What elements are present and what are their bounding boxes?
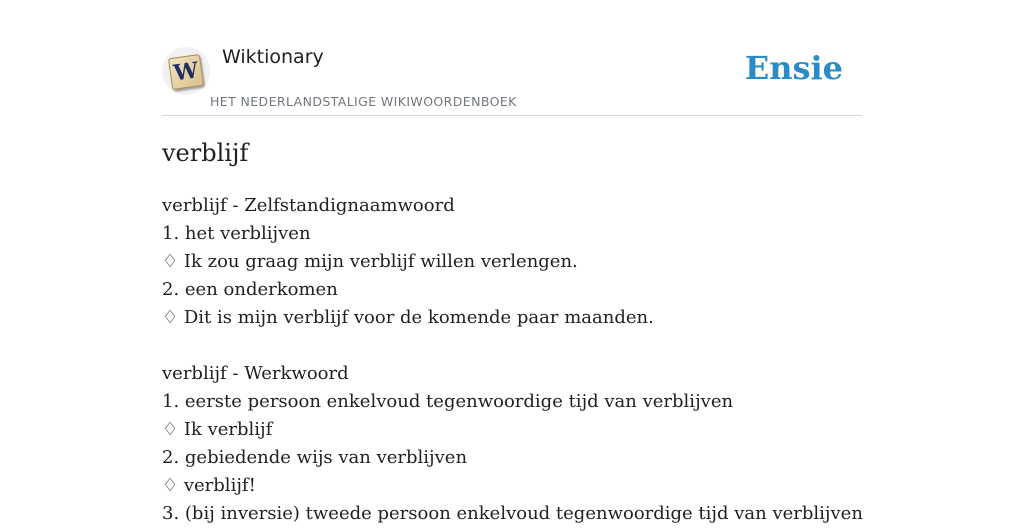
definition-line: 2. een onderkomen — [162, 279, 338, 300]
example-line: ♢ Dit is mijn verblijf voor de komende paar maanden. — [162, 307, 654, 328]
example-line: ♢ Ik verblijf — [162, 419, 273, 440]
section-heading: verblijf - Werkwoord — [162, 363, 349, 384]
example-line: ♢ Ik zou graag mijn verblijf willen verlengen. — [162, 251, 578, 272]
example-line: ♢ verblijf! — [162, 475, 256, 496]
site-name[interactable]: Wiktionary — [222, 46, 324, 68]
page-title: verblijf — [162, 139, 249, 167]
ensie-brand-link[interactable]: Ensie — [744, 49, 843, 87]
w-tile-icon: W — [168, 54, 204, 90]
definition-line: 1. eerste persoon enkelvoud tegenwoordige tijd van verblijven — [162, 391, 734, 412]
section-spacer — [162, 332, 862, 360]
site-tagline: HET NEDERLANDSTALIGE WIKIWOORDENBOEK — [210, 94, 517, 109]
definition-line: 1. het verblijven — [162, 223, 311, 244]
entry-content — [162, 192, 862, 528]
page — [162, 0, 863, 524]
definition-line: 3. (bij inversie) tweede persoon enkelvoud tegenwoordige tijd van verblijven — [162, 503, 863, 524]
wiktionary-logo[interactable] — [162, 47, 210, 95]
definition-line: 2. gebiedende wijs van verblijven — [162, 447, 468, 468]
section-heading: verblijf - Zelfstandignaamwoord — [162, 195, 455, 216]
site-header — [162, 0, 862, 116]
